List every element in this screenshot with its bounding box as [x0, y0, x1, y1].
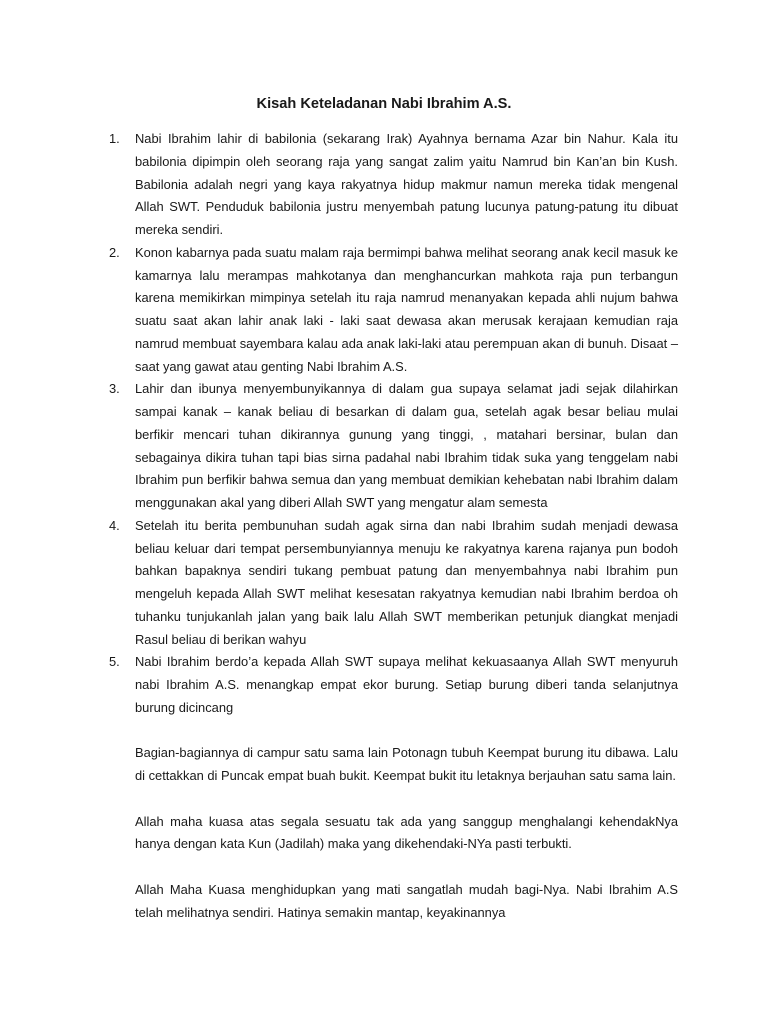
- document-title: Kisah Keteladanan Nabi Ibrahim A.S.: [256, 96, 512, 112]
- list-item: [92, 128, 678, 242]
- item-number: 5.: [109, 654, 120, 670]
- item-paragraph: Konon kabarnya pada suatu malam raja bermimpi bahwa melihat seorang anak kecil masuk ke kamarnya lalu merampas mahkotanya dan menghancurkan mahkota raja pun terbangun karena memikirkan mimpinya setelah itu raja namrud menanyakan kepada ahli nujum bahwa suatu saat akan lahir anak laki - laki saat dewasa akan merusak kerajaan kemudian raja namrud membuat sayembara kalau ada anak laki-laki atau perempuan akan di bunuh. Disaat – saat yang gawat atau genting Nabi Ibrahim A.S.: [135, 244, 678, 374]
- list-item: [92, 378, 678, 515]
- story-list: [92, 128, 678, 924]
- item-paragraph: Bagian-bagiannya di campur satu sama lain Potonagn tubuh Keempat burung itu dibawa. Lalu di cettakkan di Puncak empat buah bukit. Keempat bukit itu letaknya berjauhan satu sama lain.: [135, 745, 678, 783]
- list-item: [92, 515, 678, 652]
- item-number: 4.: [109, 517, 120, 533]
- item-paragraph: Setelah itu berita pembunuhan sudah agak sirna dan nabi Ibrahim sudah menjadi dewasa beliau keluar dari tempat persembunyiannya menuju ke rakyatnya karena rajanya pun bodoh bahkan bapaknya sendiri tukang pembuat patung dan menyembahnya nabi Ibrahim pun mengeluh kepada Allah SWT melihat kesesatan rakyatnya kemudian nabi Ibrahim berdoa oh tuhanku tunjukanlah jalan yang baik lalu Allah SWT memberikan petunjuk diangkat menjadi Rasul beliau di berikan wahyu: [135, 517, 678, 647]
- list-item: [92, 242, 678, 379]
- list-item: [92, 651, 678, 924]
- item-paragraph: Lahir dan ibunya menyembunyikannya di dalam gua supaya selamat jadi sejak dilahirkan sampai kanak – kanak beliau di besarkan di dalam gua, setelah agak besar beliau mulai berfikir mencari tuhan dikirannya gunung yang tinggi, , matahari bersinar, bulan dan sebagainya dikira tuhan tapi bias sirna padahal nabi Ibrahim tidak suka yang tenggelam nabi Ibrahim pun berfikir bahwa semua dan yang membuat demikian kehebatan nabi Ibrahim dalam menggunakan akal yang diberi Allah SWT yang mengatur alam semesta: [135, 381, 678, 510]
- item-number: 2.: [109, 244, 120, 260]
- item-number: 1.: [109, 131, 120, 146]
- item-paragraph: Nabi Ibrahim berdo’a kepada Allah SWT supaya melihat kekuasaanya Allah SWT menyuruh nabi Ibrahim A.S. menangkap empat ekor burung. Setiap burung diberi tanda selanjutnya burung dicincang: [135, 654, 678, 715]
- item-paragraph: Allah maha kuasa atas segala sesuatu tak ada yang sanggup menghalangi kehendakNya hanya dengan kata Kun (Jadilah) maka yang dikehendaki-NYa pasti terbukti.: [135, 813, 678, 852]
- item-number: 3.: [109, 381, 120, 397]
- item-paragraph: Allah Maha Kuasa menghidupkan yang mati sangatlah mudah bagi-Nya. Nabi Ibrahim A.S telah melihatnya sendiri. Hatinya semakin mantap, keyakinannya: [135, 881, 678, 920]
- item-paragraph: Nabi Ibrahim lahir di babilonia (sekarang Irak) Ayahnya bernama Azar bin Nahur. Kala itu babilonia dipimpin oleh seorang raja yang sangat zalim yaitu Namrud bin Kan’an bin Kush. Babilonia adalah negri yang kaya rakyatnya hidup makmur namun mereka tidak mengenal Allah SWT. Penduduk babilonia justru menyembah patung lucunya patung-patung itu dibuat mereka sendiri.: [135, 131, 678, 237]
